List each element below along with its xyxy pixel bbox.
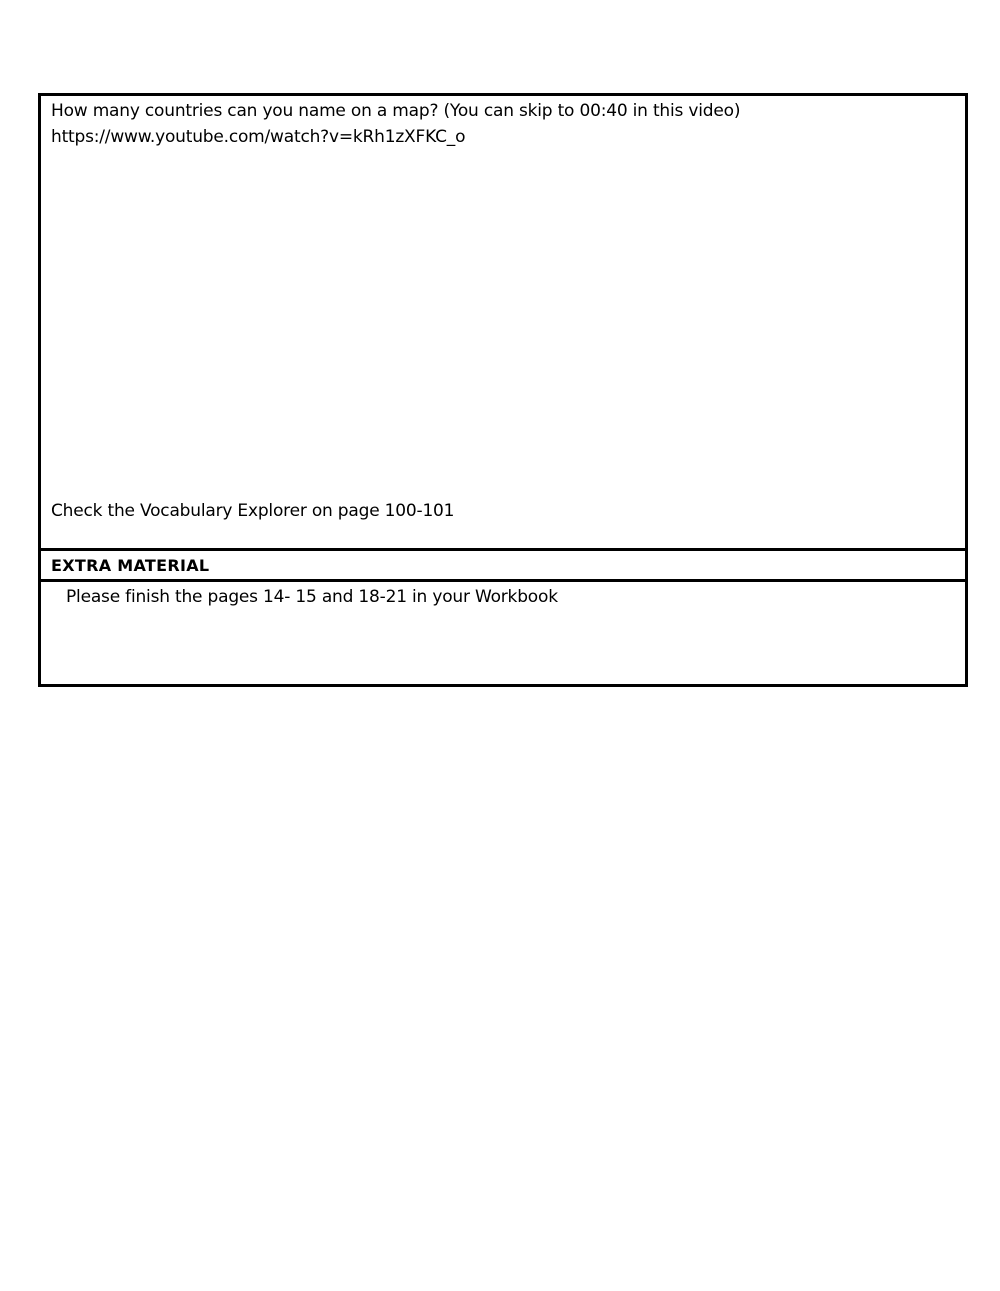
video-activity-section bbox=[41, 96, 965, 551]
extra-material-title: EXTRA MATERIAL bbox=[51, 556, 210, 575]
extra-material-body bbox=[41, 582, 965, 684]
workbook-instruction-text: Please finish the pages 14- 15 and 18-21 in your Workbook bbox=[66, 587, 558, 607]
youtube-video-link[interactable]: https://www.youtube.com/watch?v=kRh1zXFKC_o bbox=[51, 127, 466, 147]
extra-material-header bbox=[41, 551, 965, 582]
worksheet-box bbox=[38, 93, 968, 687]
vocabulary-explorer-note: Check the Vocabulary Explorer on page 100-101 bbox=[51, 501, 455, 521]
map-question-text: How many countries can you name on a map? (You can skip to 00:40 in this video) bbox=[51, 101, 741, 121]
